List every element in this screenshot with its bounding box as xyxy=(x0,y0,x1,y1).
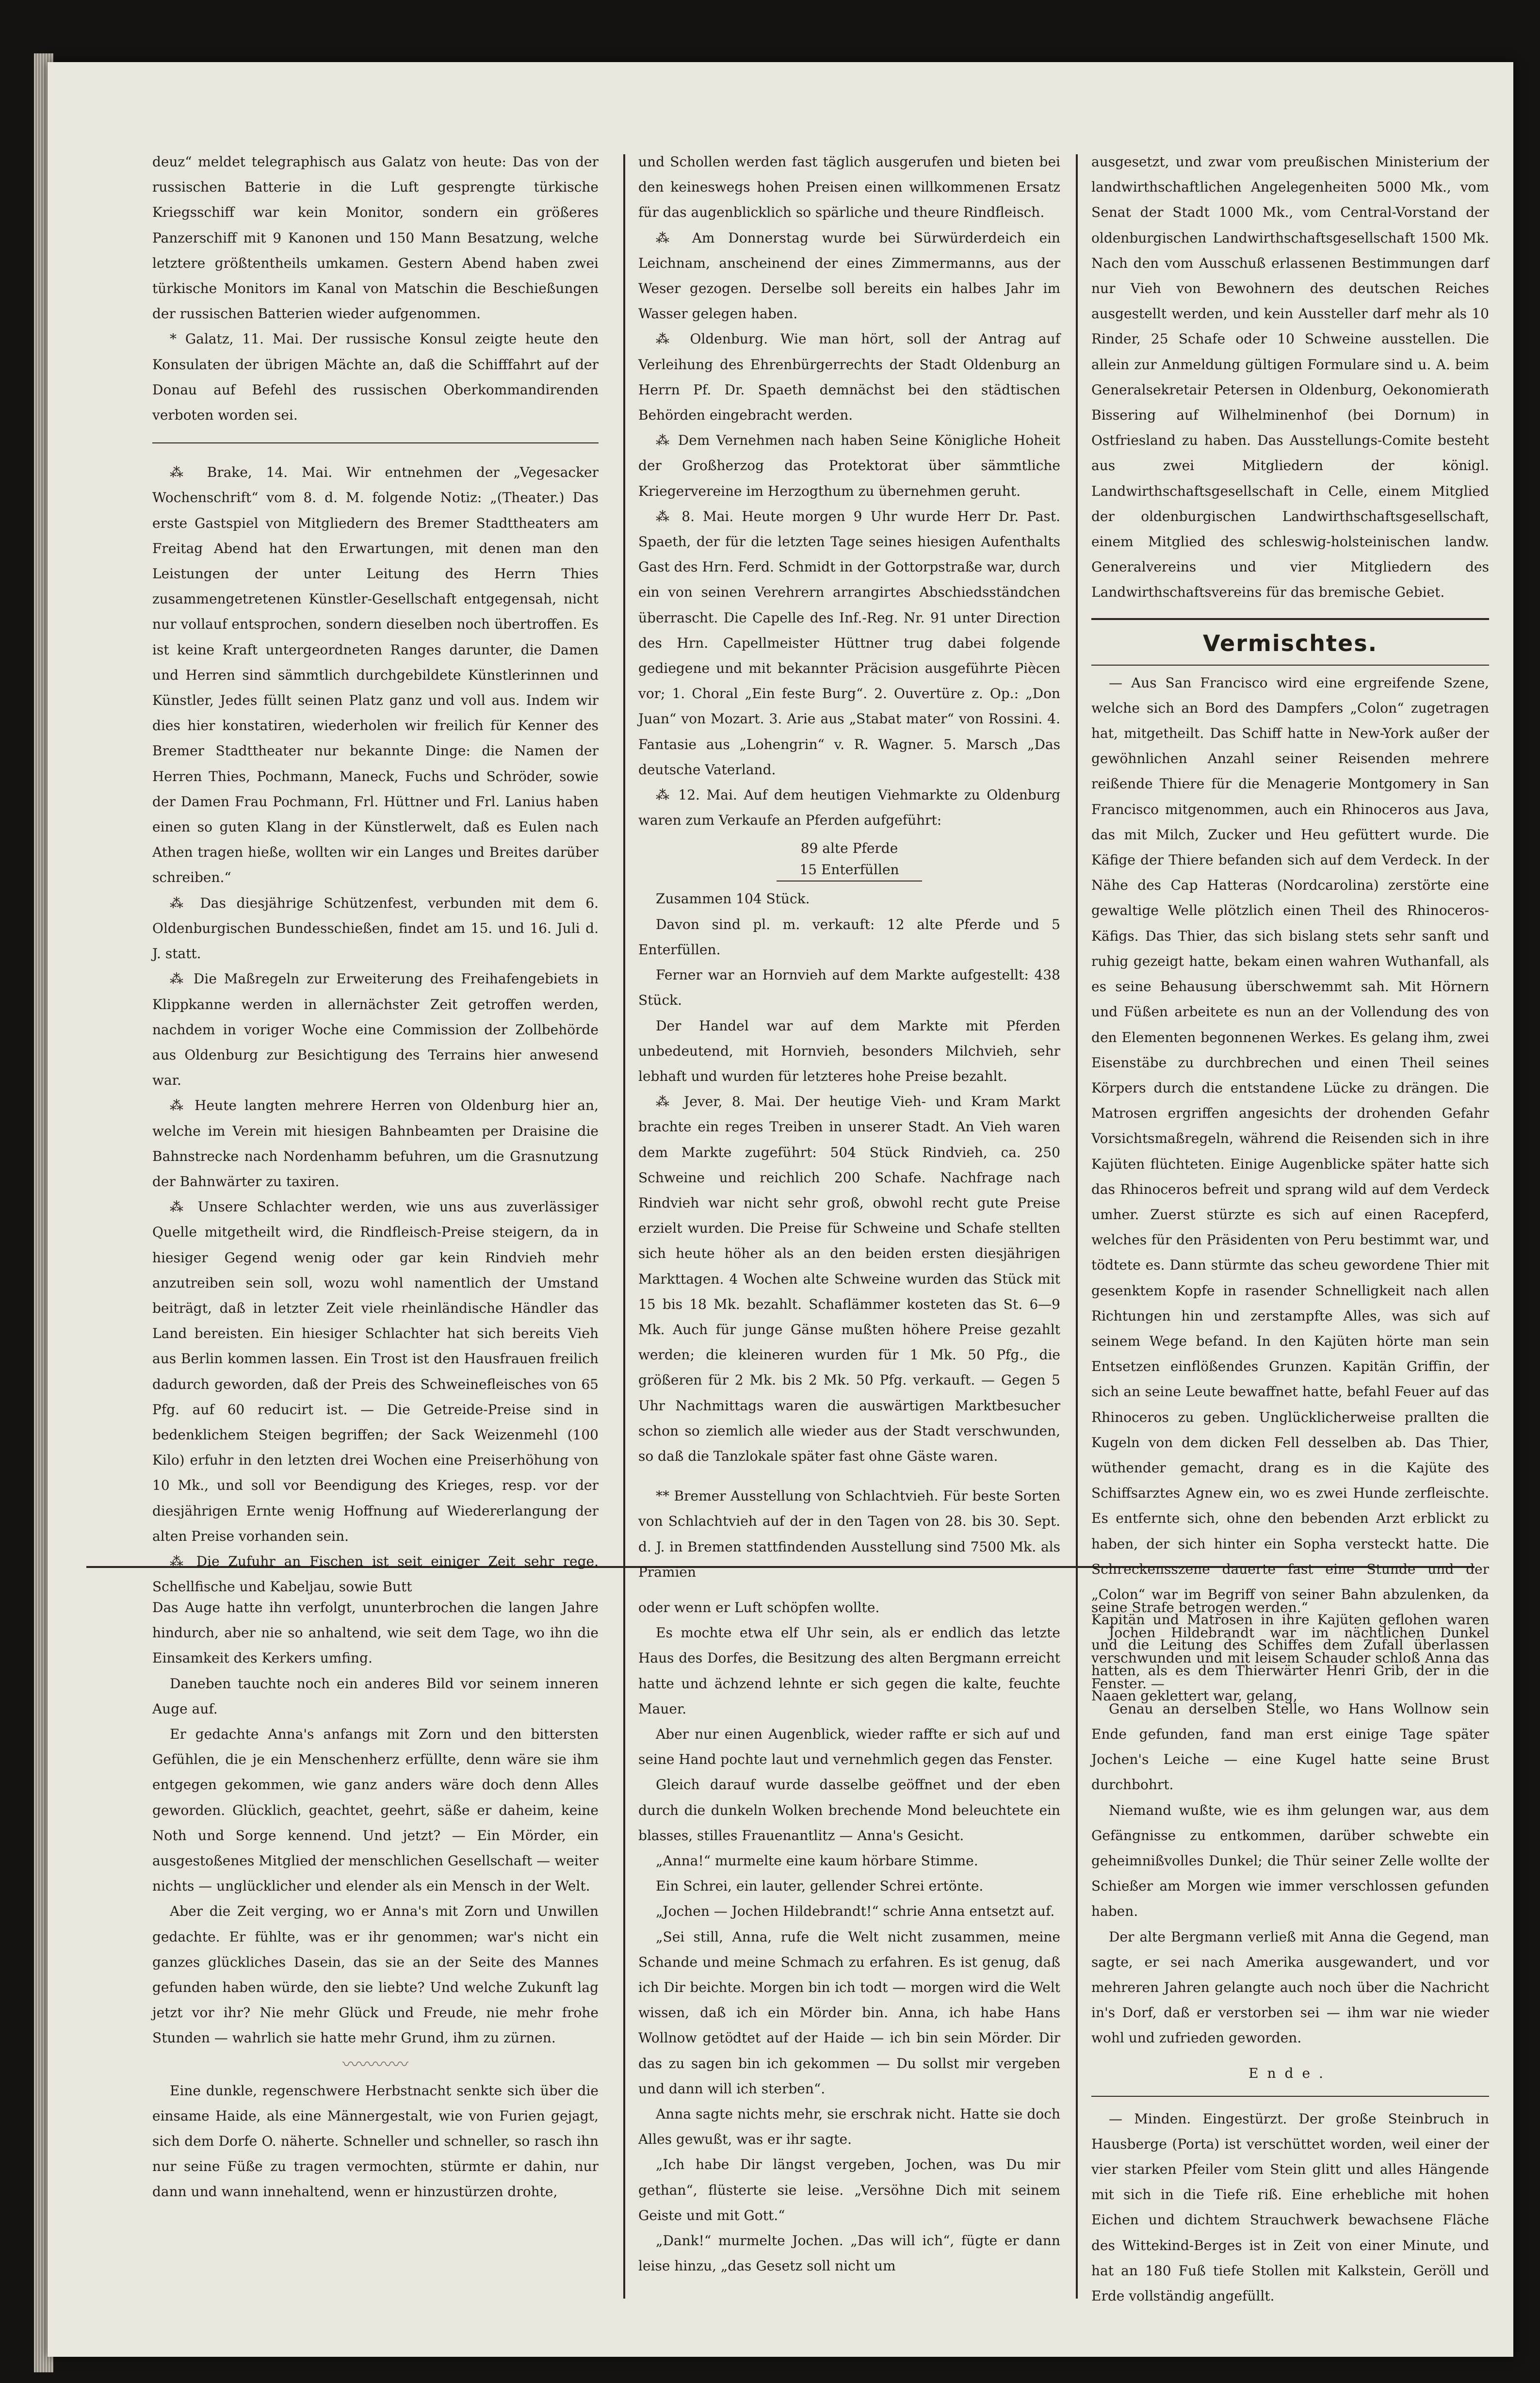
column-rule-bottom-2 xyxy=(1076,1585,1078,2299)
wavy-separator: 〰〰〰〰 xyxy=(342,2055,408,2074)
story-paragraph: Aber nur einen Augenblick, wieder raffte er sich auf und seine Hand pochte laut und vernehmlich gegen das Fenster. xyxy=(638,1726,1060,1768)
article-paragraph: Ferner war an Hornvieh auf dem Markte aufgestellt: 438 Stück. xyxy=(638,967,1060,1009)
article-paragraph: ⁂ Am Donnerstag wurde bei Sürwürderdeich ein Leichnam, anscheinend der eines Zimmermanns, aus der Weser gezogen. Derselbe soll bereits ein halbes Jahr im Wasser gelegen haben. xyxy=(638,229,1060,322)
story-paragraph: Das Auge hatte ihn verfolgt, ununterbrochen die langen Jahre hindurch, aber nie so anhaltend, wie seit dem Tage, wo ihn die Einsamkeit des Kerkers umfing. xyxy=(152,1600,599,1666)
section-divider xyxy=(1091,618,1489,620)
story-paragraph: „Anna!“ murmelte eine kaum hörbare Stimme. xyxy=(656,1853,978,1869)
column-rule-top-2 xyxy=(1076,154,1078,1590)
story-paragraph: Daneben tauchte noch ein anderes Bild vor seinem inneren Auge auf. xyxy=(152,1675,599,1717)
article-paragraph: und Schollen werden fast täglich ausgerufen und bieten bei den keineswegs hohen Preisen einen willkommenen Ersatz für das augenblicklich so spärliche und theure Rindfleisch. xyxy=(638,154,1060,221)
story-paragraph: „Jochen — Jochen Hildebrandt!“ schrie Anna entsetzt auf. xyxy=(656,1903,1055,1920)
article-divider xyxy=(1091,2096,1489,2097)
article-paragraph: Davon sind pl. m. verkauft: 12 alte Pferde und 5 Enterfüllen. xyxy=(638,916,1060,958)
article-paragraph: ⁂ Unsere Schlachter werden, wie uns aus zuverlässiger Quelle mitgetheilt wird, die Rindfleisch-Preise steigern, da in hiesiger Gegend wenig oder gar kein Rindvieh mehr anzutreiben sein soll, wozu wohl namentlich der Umstand beiträgt, daß in letzter Zeit viele rheinländische Händler das Land bereisten. Ein hiesiger Schlachter hat sich bereits Vieh aus Berlin kommen lassen. Ein Trost ist den Hausfrauen freilich dadurch geworden, daß der Preis des Schweinefleisches von 65 Pfg. auf 60 reducirt ist. — Die Getreide-Preise sind in bedenklichem Steigen begriffen; der Sack Weizenmehl (100 Kilo) erfuhr in den letzten drei Wochen eine Preiserhöhung von 10 Mk., und soll vor Beendigung des Krieges, resp. vor der diesjährigen Ernte wenig Hoffnung auf Wiedererlangung der alten Preise vorhanden sein. xyxy=(152,1199,599,1544)
article-paragraph: — Minden. Eingestürzt. Der große Steinbruch in Hausberge (Porta) ist verschüttet worden, weil einer der vier starken Pfeiler vom Stein glitt und alles Hängende mit sich in die Tiefe riß. Eine erhebliche mit hohen Eichen und dichtem Strauchwerk bewachsene Fläche des Wittekind-Berges ist in Zeit von einer Minute, und hat an 180 Fuß tiefe Stollen mit Kalkstein, Geröll und Erde vollständig angefüllt. xyxy=(1091,2110,1489,2304)
article-paragraph: ⁂ Oldenburg. Wie man hört, soll der Antrag auf Verleihung des Ehrenbürgerrechts der Stadt Oldenburg an Herrn Pf. Dr. Spaeth demnächst bei den städtischen Behörden eingebracht werden. xyxy=(638,331,1060,424)
story-paragraph: seine Strafe betrogen werden.“ xyxy=(1091,1600,1308,1616)
bottom-column-1 xyxy=(152,1595,599,2313)
story-paragraph: Aber die Zeit verging, wo er Anna's mit Zorn und Unwillen gedachte. Er fühlte, was er ihr genommen; war's nicht ein ganzes glückliches Dasein, das sie an der Seite des Mannes gefunden haben würde, den sie liebte? Und welche Zukunft lag jetzt vor ihr? Nie mehr Glück und Freude, nie mehr frohe Stunden — wahrlich sie hatte mehr Grund, ihm zu zürnen. xyxy=(152,1903,599,2046)
horse-count-line: 89 alte Pferde xyxy=(800,840,898,857)
story-end-marker: Ende. xyxy=(1248,2065,1332,2081)
top-column-1 xyxy=(152,149,599,1595)
top-column-2 xyxy=(638,149,1060,1580)
article-divider xyxy=(152,442,599,443)
article-paragraph: ⁂ Brake, 14. Mai. Wir entnehmen der „Vegesacker Wochenschrift“ vom 8. d. M. folgende Notiz: „(Theater.) Das erste Gastspiel von Mitgliedern des Bremer Stadttheaters am Freitag Abend hat den Erwartungen, mit denen man den Leistungen der unter Leitung des Herrn Thies zusammengetretenen Künstler-Gesellschaft entgegensah, nicht nur vollauf entsprochen, sondern dieselben noch übertroffen. Es ist keine Kraft untergeordneten Ranges darunter, die Damen und Herren sind sämmtlich durchgebildete Künstlerinnen und Künstler, Jedes füllt seinen Platz ganz und voll aus. Indem wir dies hier konstatiren, wiederholen wir freilich für Kenner des Bremer Stadttheater nur bekannte Dinge: die Namen der Herren Thies, Pochmann, Maneck, Fuchs und Schröder, sowie der Damen Frau Pochmann, Frl. Hüttner und Frl. Lanius haben einen so guten Klang in der Künstlerwelt, daß es Eulen nach Athen tragen hieße, wollten wir ein Langes und Breites darüber schreiben.“ xyxy=(152,464,599,886)
story-paragraph: Der alte Bergmann verließ mit Anna die Gegend, man sagte, er sei nach Amerika ausgewandert, und vor mehreren Jahren gelangte auch noch über die Nachricht in's Dorf, daß er verstorben sei — ihm war nie wieder wohl und zufrieden geworden. xyxy=(1091,1928,1489,2046)
article-paragraph: ⁂ 8. Mai. Heute morgen 9 Uhr wurde Herr Dr. Past. Spaeth, der für die letzten Tage seines hiesigen Aufenthalts Gast des Hrn. Ferd. Schmidt in der Gottorpstraße war, durch ein von seinen Verehrern arrangirtes Abschiedsständchen überrascht. Die Capelle des Inf.-Reg. Nr. 91 unter Direction des Hrn. Capellmeister Hüttner trug dabei folgende gediegene und mit bekannter Präcision ausgeführte Piècen vor; 1. Choral „Ein feste Burg“. 2. Ouvertüre z. Op.: „Don Juan“ von Mozart. 3. Arie aus „Stabat mater“ von Rossini. 4. Fantasie aus „Lohengrin“ v. R. Wagner. 5. Marsch „Das deutsche Vaterland. xyxy=(638,508,1060,778)
story-paragraph: Anna sagte nichts mehr, sie erschrak nicht. Hatte sie doch Alles gewußt, was er ihr sagte. xyxy=(638,2106,1060,2148)
article-paragraph: deuz“ meldet telegraphisch aus Galatz von heute: Das von der russischen Batterie in die Luft gesprengte türkische Kriegsschiff war kein Monitor, sondern ein größeres Panzerschiff mit 9 Kanonen und 150 Mann Besatzung, welche letztere größtentheils umkamen. Gestern Abend haben zwei türkische Monitors im Kanal von Matschin die Beschießungen der russischen Batterien wieder aufgenommen. xyxy=(152,154,599,322)
horse-count-line: 15 Enterfüllen xyxy=(777,859,922,881)
article-paragraph: Zusammen 104 Stück. xyxy=(656,891,810,907)
story-paragraph: Gleich darauf wurde dasselbe geöffnet und der eben durch die dunkeln Wolken brechende Mond beleuchtete ein blasses, stilles Frauenantlitz — Anna's Gesicht. xyxy=(638,1777,1060,1844)
story-paragraph: Es mochte etwa elf Uhr sein, als er endlich das letzte Haus des Dorfes, die Besitzung des alten Bergmann erreicht hatte und ächzend lehnte er sich gegen die kalte, feuchte Mauer. xyxy=(638,1625,1060,1717)
newspaper-page xyxy=(48,62,1513,2357)
horse-count-table xyxy=(777,838,922,881)
column-rule-top-1 xyxy=(623,154,625,1590)
article-paragraph: ⁂ Die Zufuhr an Fischen ist seit einiger Zeit sehr rege. Schellfische und Kabeljau, sowie Butt xyxy=(152,1553,599,1595)
story-paragraph: Er gedachte Anna's anfangs mit Zorn und den bittersten Gefühlen, die je ein Menschenherz erfüllte, denn wäre sie ihm entgegen gekommen, wie ganz anders wäre doch denn Alles geworden. Glücklich, geachtet, geehrt, säße er daheim, keine Noth und Sorge kennend. Und jetzt? — Ein Mörder, ein ausgestoßenes Mitglied der menschlichen Gesellschaft — weiter nichts — unglücklicher und elender als ein Mensch in der Welt. xyxy=(152,1726,599,1894)
article-paragraph: ⁂ 12. Mai. Auf dem heutigen Viehmarkte zu Oldenburg waren zum Verkaufe an Pferden aufgeführt: xyxy=(638,787,1060,829)
bottom-column-3 xyxy=(1091,1595,1489,2313)
article-paragraph: ⁂ Heute langten mehrere Herren von Oldenburg hier an, welche im Verein mit hiesigen Bahnbeamten per Draisine die Bahnstrecke nach Nordenhamm befuhren, um die Grasnutzung der Bahnwärter zu taxiren. xyxy=(152,1097,599,1190)
heading-underline xyxy=(1091,665,1489,666)
article-paragraph: Der Handel war auf dem Markte mit Pferden unbedeutend, mit Hornvieh, besonders Milchvieh, sehr lebhaft und wurden für letzteres hohe Preise bezahlt. xyxy=(638,1017,1060,1084)
article-paragraph: ausgesetzt, und zwar vom preußischen Ministerium der landwirthschaftlichen Angelegenheiten 5000 Mk., vom Senat der Stadt 1000 Mk., vom Central-Vorstand der oldenburgischen Landwirthschaftsgesellschaft 1500 Mk. Nach den vom Ausschuß erlassenen Bestimmungen darf nur Vieh von Bewohnern des deutschen Reiches ausgestellt werden, und kein Aussteller darf mehr als 10 Rinder, 25 Schafe oder 10 Schweine ausstellen. Die allein zur Anmeldung gültigen Formulare sind u. A. beim Generalsekretair Petersen in Oldenburg, Oekonomierath Bissering auf Wilhelminenhof (bei Dornum) in Ostfriesland zu haben. Das Ausstellungs-Comite besteht aus zwei Mitgliedern der königl. Landwirthschaftsgesellschaft in Celle, einem Mitglied der oldenburgischen Landwirthschaftsgesellschaft, einem Mitglied des schleswig-holsteinischen landw. Generalvereins und vier Mitgliedern des Landwirthschaftsvereins für das bremische Gebiet. xyxy=(1091,154,1489,601)
story-paragraph: oder wenn er Luft schöpfen wollte. xyxy=(638,1600,880,1616)
article-paragraph: ⁂ Die Maßregeln zur Erweiterung des Freihafengebiets in Klippkanne werden in allernächster Zeit getroffen werden, nachdem in voriger Woche eine Commission der Zollbehörde aus Oldenburg zur Besichtigung des Terrains hier anwesend war. xyxy=(152,971,599,1089)
bottom-column-2 xyxy=(638,1595,1060,2313)
article-paragraph: * Galatz, 11. Mai. Der russische Konsul zeigte heute den Konsulaten der übrigen Mächte an, daß die Schifffahrt auf der Donau auf Befehl des russischen Oberkommandirenden verboten worden sei. xyxy=(152,331,599,424)
article-paragraph: ⁂ Jever, 8. Mai. Der heutige Vieh- und Kram Markt brachte ein reges Treiben in unserer Stadt. An Vieh waren dem Markte zugeführt: 504 Stück Rindvieh, ca. 250 Schweine und reichlich 200 Schafe. Nachfrage nach Rindvieh war nicht sehr groß, obwohl recht gute Preise erzielt wurden. Die Preise für Schweine und Schafe stellten sich heute höher als an den beiden ersten diesjährigen Markttagen. 4 Wochen alte Schweine wurden das Stück mit 15 bis 18 Mk. bezahlt. Schaflämmer kosteten das St. 6—9 Mk. Auch für junge Gänse mußten höhere Preise gezahlt werden; die kleineren wurden für 1 Mk. 50 Pfg., die größeren für 2 Mk. bis 2 Mk. 50 Pfg. verkauft. — Gegen 5 Uhr Nachmittags waren die auswärtigen Marktbesucher schon so ziemlich alle wieder aus der Stadt verschwunden, so daß die Tanzlokale später fast ohne Gäste waren. xyxy=(638,1094,1060,1464)
story-paragraph: Niemand wußte, wie es ihm gelungen war, aus dem Gefängnisse zu entkommen, darüber schwebte ein geheimnißvolles Dunkel; die Thür seiner Zelle wollte der Schießer am Morgen wie immer verschlossen gefunden haben. xyxy=(1091,1802,1489,1920)
story-paragraph: Eine dunkle, regenschwere Herbstnacht senkte sich über die einsame Haide, als eine Männergestalt, wie von Furien gejagt, sich dem Dorfe O. näherte. Schneller und schneller, so rasch ihn nur seine Füße zu tragen vermochten, stürmte er dahin, nur dann und wann innehaltend, wenn er hinzustürzen drohte, xyxy=(152,2082,599,2200)
column-rule-bottom-1 xyxy=(623,1585,625,2299)
story-paragraph: Genau an derselben Stelle, wo Hans Wollnow sein Ende gefunden, fand man erst einige Tage später Jochen's Leiche — eine Kugel hatte seine Brust durchbohrt. xyxy=(1091,1700,1489,1793)
story-paragraph: Jochen Hildebrandt war im nächtlichen Dunkel verschwunden und mit leisem Schauder schloß Anna das Fenster. — xyxy=(1091,1625,1489,1692)
story-paragraph: „Ich habe Dir längst vergeben, Jochen, was Du mir gethan“, flüsterte sie leise. „Versöhne Dich mit seinem Geiste und mit Gott.“ xyxy=(638,2156,1060,2223)
story-paragraph: „Dank!“ murmelte Jochen. „Das will ich“, fügte er dann leise hinzu, „das Gesetz soll nicht um xyxy=(638,2233,1060,2274)
article-paragraph: ⁂ Das diesjährige Schützenfest, verbunden mit dem 6. Oldenburgischen Bundesschießen, findet am 15. und 16. Juli d. J. statt. xyxy=(152,895,599,962)
article-paragraph: — Aus San Francisco wird eine ergreifende Szene, welche sich an Bord des Dampfers „Colon“ zugetragen hat, mitgetheilt. Das Schiff hatte in New-York außer der gewöhnlichen Anzahl seiner Reisenden mehrere reißende Thiere für die Menagerie Montgomery in San Francisco mitgenommen, auch ein Rhinoceros aus Java, das mit Milch, Zucker und Heu gefüttert wurde. Die Käfige der Thiere befanden sich auf dem Verdeck. In der Nähe des Cap Hatteras (Nordcarolina) zerstörte eine gewaltige Welle plötzlich einen Theil des Rhinoceros-Käfigs. Das Thier, das sich bislang stets sehr sanft und ruhig gezeigt hatte, bekam einen wahren Wuthanfall, als es seine Behausung überschwemmt sah. Mit Hörnern und Füßen arbeitete es nun an der Vollendung des von den Elementen begonnenen Werkes. Es gelang ihm, zwei Eisenstäbe zu durchbrechen und einen Theil seines Körpers durch die entstandene Lücke zu drängen. Die Matrosen ergriffen angesichts der drohenden Gefahr Vorsichtsmaßregeln, während die Reisenden sich in ihre Kajüten flüchteten. Einige Augenblicke später hatte sich das Rhinoceros befreit und sprang wild auf dem Verdeck umher. Zuerst stürzte es sich auf einen Racepferd, welches für den Präsidenten von Peru bestimmt war, und tödtete es. Dann stürmte das scheu gewordene Thier mit gesenktem Kopfe in rasender Schnelligkeit nach allen Richtungen hin und zerstampfte Alles, was sich auf seinem Wege befand. In den Kajüten hörte man sein Entsetzen einflößendes Grunzen. Kapitän Griffin, der sich an seine Leute bewaffnet hatte, befahl Feuer auf das Rhinoceros zu geben. Unglücklicherweise prallten die Kugeln von dem dicken Fell desselben ab. Das Thier, wüthender gemacht, drang es in die Kajüte des Schiffsarztes Agnew ein, wo es zwei Hunde zerfleischte. Es entfernte sich, ohne den bebenden Arzt erblickt zu haben, der sich hinter ein Sopha versteckt hatte. Die Schreckensszene dauerte fast eine Stunde und der „Colon“ war im Begriff von seiner Bahn abzulenken, da Kapitän und Matrosen in ihre Kajüten geflohen waren und die Leitung des Schiffes dem Zufall überlassen hatten, als es dem Thierwärter Henri Grib, der in die Naaen geklettert war, gelang, xyxy=(1091,674,1489,1704)
section-heading-vermischtes: Vermischtes. xyxy=(1202,630,1378,656)
story-paragraph: Ein Schrei, ein lauter, gellender Schrei ertönte. xyxy=(656,1878,984,1894)
article-paragraph: ** Bremer Ausstellung von Schlachtvieh. Für beste Sorten von Schlachtvieh auf der in den Tagen von 28. bis 30. Sept. d. J. in Bremen stattfindenden Ausstellung sind 7500 Mk. als Prämien xyxy=(638,1488,1060,1580)
story-paragraph: „Sei still, Anna, rufe die Welt nicht zusammen, meine Schande und meine Schmach zu erfahren. Es ist genug, daß ich Dir beichte. Morgen bin ich todt — morgen wird die Welt wissen, daß ich ein Mörder bin. Anna, ich habe Hans Wollnow getödtet auf der Haide — ich bin sein Mörder. Dir das zu sagen bin ich gekommen — Du sollst mir vergeben und dann will ich sterben“. xyxy=(638,1928,1060,2097)
spacer xyxy=(638,1469,1060,1484)
article-paragraph: ⁂ Dem Vernehmen nach haben Seine Königliche Hoheit der Großherzog das Protektorat über sämmtliche Kriegervereine im Herzogthum zu übernehmen geruht. xyxy=(638,432,1060,499)
